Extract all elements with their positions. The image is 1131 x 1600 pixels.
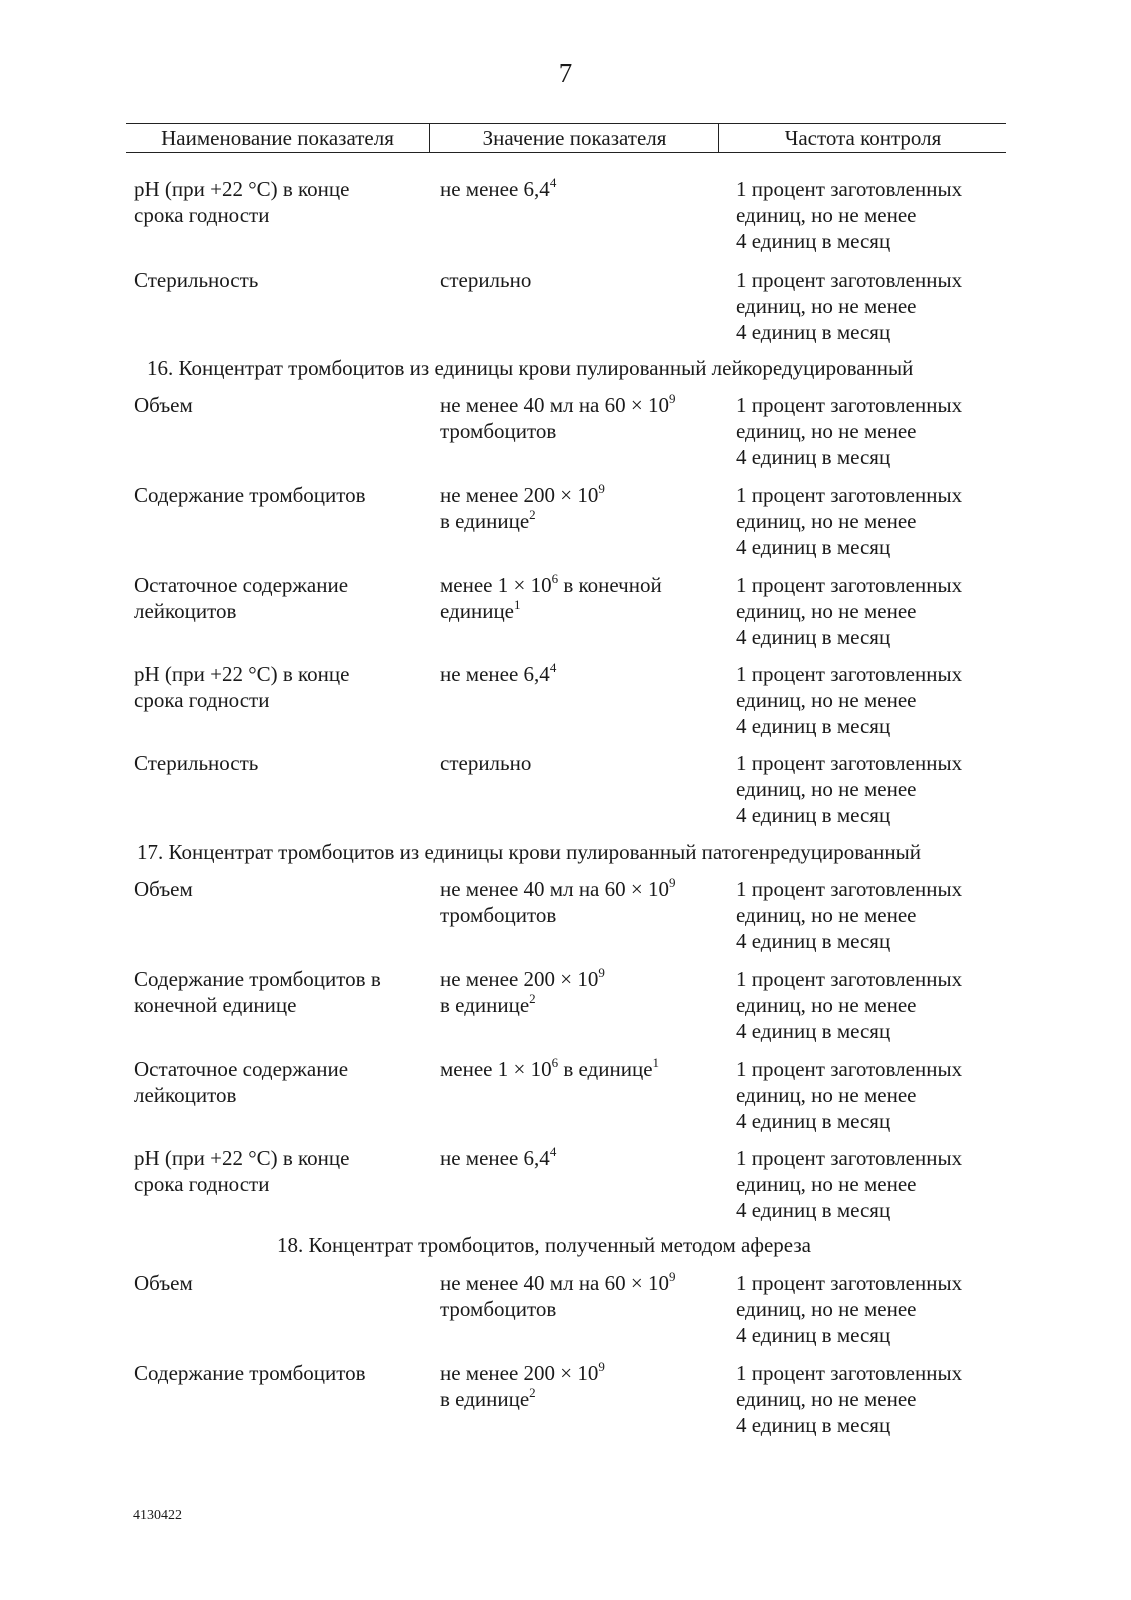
indicator-name: pH (при +22 °С) в конце срока годности bbox=[134, 1146, 350, 1196]
indicator-name: Стерильность bbox=[134, 268, 259, 292]
section-title-17: 17. Концентрат тромбоцитов из единицы крови пулированный патогенредуцированный bbox=[137, 840, 921, 864]
indicator-name: Содержание тромбоцитов в конечной единице bbox=[134, 967, 381, 1017]
control-frequency: 1 процент заготовленных единиц, но не менее 4 единиц в месяц bbox=[736, 177, 963, 253]
control-frequency: 1 процент заготовленных единиц, но не менее 4 единиц в месяц bbox=[736, 268, 963, 344]
indicator-value: менее $1 \times 10^6$ в конечной единице$^1$ bbox=[440, 571, 662, 623]
control-frequency: 1 процент заготовленных единиц, но не менее 4 единиц в месяц bbox=[736, 1146, 963, 1222]
indicator-value: не менее $6,4^4$ bbox=[440, 175, 557, 201]
section-title-18: 18. Концентрат тромбоцитов, полученный методом афереза bbox=[277, 1233, 812, 1257]
table-header bbox=[126, 123, 1006, 153]
control-frequency: 1 процент заготовленных единиц, но не менее 4 единиц в месяц bbox=[736, 877, 963, 953]
indicator-value: стерильно bbox=[440, 751, 532, 775]
indicator-value: не менее 40 мл на $60 \times 10^9$ тромбоцитов bbox=[440, 1269, 676, 1321]
indicator-name: Объем bbox=[134, 1271, 193, 1295]
control-frequency: 1 процент заготовленных единиц, но не менее 4 единиц в месяц bbox=[736, 1057, 963, 1133]
document-code: 4130422 bbox=[133, 1508, 182, 1523]
control-frequency: 1 процент заготовленных единиц, но не менее 4 единиц в месяц bbox=[736, 662, 963, 738]
indicator-value: стерильно bbox=[440, 268, 532, 292]
indicator-name: Остаточное содержание лейкоцитов bbox=[134, 1057, 349, 1107]
page-number: 7 bbox=[558, 58, 573, 88]
indicator-value: менее $1 \times 10^6$ в единице$^1$ bbox=[440, 1055, 660, 1081]
indicator-name: pH (при +22 °С) в конце срока годности bbox=[134, 662, 350, 712]
header-indicator-name: Наименование показателя bbox=[161, 126, 394, 150]
header-indicator-value: Значение показателя bbox=[429, 124, 719, 152]
indicator-value: не менее $6,4^4$ bbox=[440, 660, 557, 686]
indicator-name: Остаточное содержание лейкоцитов bbox=[134, 573, 349, 623]
control-frequency: 1 процент заготовленных единиц, но не менее 4 единиц в месяц bbox=[736, 751, 963, 827]
control-frequency: 1 процент заготовленных единиц, но не менее 4 единиц в месяц bbox=[736, 573, 963, 649]
indicator-value: не менее 40 мл на $60 \times 10^9$ тромбоцитов bbox=[440, 391, 676, 443]
indicator-name: pH (при +22 °С) в конце срока годности bbox=[134, 177, 350, 227]
control-frequency: 1 процент заготовленных единиц, но не менее 4 единиц в месяц bbox=[736, 1271, 963, 1347]
indicator-value: не менее 40 мл на $60 \times 10^9$ тромбоцитов bbox=[440, 875, 676, 927]
control-frequency: 1 процент заготовленных единиц, но не менее 4 единиц в месяц bbox=[736, 393, 963, 469]
indicator-value: не менее $6,4^4$ bbox=[440, 1144, 557, 1170]
indicator-value: не менее $200 \times 10^9$ в единице$^2$ bbox=[440, 965, 605, 1017]
indicator-name: Объем bbox=[134, 393, 193, 417]
indicator-name: Содержание тромбоцитов bbox=[134, 483, 366, 507]
control-frequency: 1 процент заготовленных единиц, но не менее 4 единиц в месяц bbox=[736, 967, 963, 1043]
section-title-16: 16. Концентрат тромбоцитов из единицы крови пулированный лейкоредуцированный bbox=[147, 356, 914, 380]
indicator-name: Объем bbox=[134, 877, 193, 901]
header-control-frequency: Частота контроля bbox=[718, 124, 1007, 152]
control-frequency: 1 процент заготовленных единиц, но не менее 4 единиц в месяц bbox=[736, 483, 963, 559]
indicator-value: не менее $200 \times 10^9$ в единице$^2$ bbox=[440, 481, 605, 533]
indicator-name: Стерильность bbox=[134, 751, 259, 775]
control-frequency: 1 процент заготовленных единиц, но не менее 4 единиц в месяц bbox=[736, 1361, 963, 1437]
indicator-name: Содержание тромбоцитов bbox=[134, 1361, 366, 1385]
indicator-value: не менее $200 \times 10^9$ в единице$^2$ bbox=[440, 1359, 605, 1411]
